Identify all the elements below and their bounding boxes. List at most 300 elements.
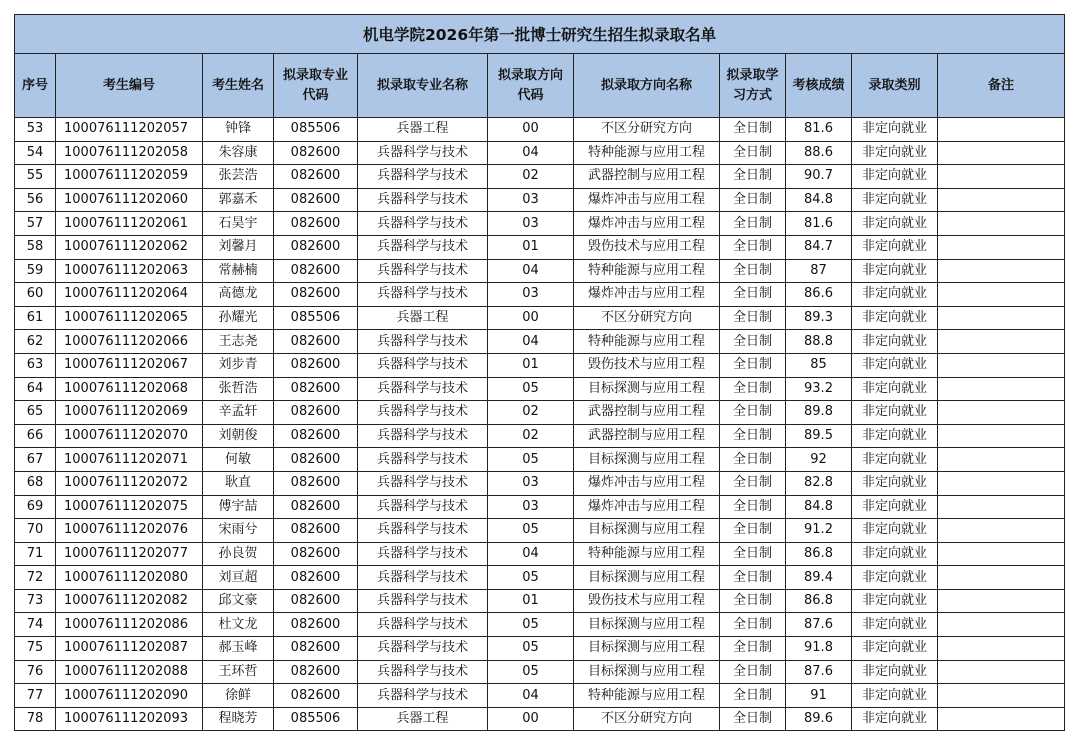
admission-table [14, 14, 1065, 731]
table-row [15, 707, 1065, 731]
admission-type-cell: 非定向就业 [852, 684, 938, 708]
candidate-name-cell: 高德龙 [203, 283, 274, 307]
study-mode-cell: 全日制 [720, 589, 786, 613]
index-cell: 74 [15, 613, 56, 637]
candidate-name-cell: 孙耀光 [203, 306, 274, 330]
major-name-cell: 兵器科学与技术 [358, 613, 488, 637]
study-mode-cell: 全日制 [720, 235, 786, 259]
admission-type-cell: 非定向就业 [852, 165, 938, 189]
table-row [15, 613, 1065, 637]
remarks-cell [938, 471, 1065, 495]
major-code-cell: 082600 [274, 377, 358, 401]
col-score-header: 考核成绩 [786, 54, 852, 118]
candidate-id-cell: 100076111202061 [56, 212, 203, 236]
index-cell: 61 [15, 306, 56, 330]
remarks-cell [938, 707, 1065, 731]
study-mode-cell: 全日制 [720, 212, 786, 236]
admission-type-cell: 非定向就业 [852, 637, 938, 661]
study-mode-cell: 全日制 [720, 471, 786, 495]
major-code-cell: 082600 [274, 542, 358, 566]
admission-type-cell: 非定向就业 [852, 471, 938, 495]
admission-type-cell: 非定向就业 [852, 306, 938, 330]
major-name-cell: 兵器科学与技术 [358, 259, 488, 283]
major-name-cell: 兵器科学与技术 [358, 353, 488, 377]
admission-type-cell: 非定向就业 [852, 401, 938, 425]
direction-code-cell: 05 [488, 519, 574, 543]
index-cell: 65 [15, 401, 56, 425]
table-row [15, 212, 1065, 236]
major-code-cell: 082600 [274, 188, 358, 212]
candidate-id-cell: 100076111202087 [56, 637, 203, 661]
score-cell: 84.8 [786, 495, 852, 519]
index-cell: 55 [15, 165, 56, 189]
major-code-cell: 082600 [274, 212, 358, 236]
score-cell: 82.8 [786, 471, 852, 495]
candidate-name-cell: 刘朝俊 [203, 424, 274, 448]
direction-code-cell: 00 [488, 118, 574, 142]
major-code-cell: 082600 [274, 235, 358, 259]
direction-name-cell: 目标探测与应用工程 [574, 566, 720, 590]
col-direction-name-header: 拟录取方向名称 [574, 54, 720, 118]
direction-code-cell: 01 [488, 589, 574, 613]
candidate-name-cell: 石昊宇 [203, 212, 274, 236]
major-code-cell: 082600 [274, 637, 358, 661]
score-cell: 89.4 [786, 566, 852, 590]
direction-code-cell: 01 [488, 353, 574, 377]
candidate-id-cell: 100076111202077 [56, 542, 203, 566]
major-code-cell: 082600 [274, 330, 358, 354]
remarks-cell [938, 589, 1065, 613]
table-title: 机电学院2026年第一批博士研究生招生拟录取名单 [15, 15, 1065, 54]
major-name-cell: 兵器科学与技术 [358, 660, 488, 684]
direction-code-cell: 03 [488, 283, 574, 307]
direction-name-cell: 爆炸冲击与应用工程 [574, 471, 720, 495]
score-cell: 92 [786, 448, 852, 472]
col-index-header: 序号 [15, 54, 56, 118]
candidate-name-cell: 王环哲 [203, 660, 274, 684]
table-row [15, 424, 1065, 448]
major-name-cell: 兵器科学与技术 [358, 684, 488, 708]
major-name-cell: 兵器科学与技术 [358, 566, 488, 590]
table-row [15, 377, 1065, 401]
score-cell: 93.2 [786, 377, 852, 401]
candidate-name-cell: 耿直 [203, 471, 274, 495]
candidate-name-cell: 傅宇喆 [203, 495, 274, 519]
major-code-cell: 082600 [274, 424, 358, 448]
index-cell: 68 [15, 471, 56, 495]
major-name-cell: 兵器科学与技术 [358, 448, 488, 472]
index-cell: 71 [15, 542, 56, 566]
major-code-cell: 082600 [274, 613, 358, 637]
admission-type-cell: 非定向就业 [852, 566, 938, 590]
index-cell: 73 [15, 589, 56, 613]
score-cell: 84.8 [786, 188, 852, 212]
candidate-name-cell: 张芸浩 [203, 165, 274, 189]
major-name-cell: 兵器工程 [358, 707, 488, 731]
major-name-cell: 兵器科学与技术 [358, 519, 488, 543]
candidate-name-cell: 何敏 [203, 448, 274, 472]
major-name-cell: 兵器科学与技术 [358, 495, 488, 519]
study-mode-cell: 全日制 [720, 566, 786, 590]
candidate-id-cell: 100076111202082 [56, 589, 203, 613]
admission-type-cell: 非定向就业 [852, 660, 938, 684]
table-row [15, 519, 1065, 543]
direction-name-cell: 不区分研究方向 [574, 118, 720, 142]
index-cell: 75 [15, 637, 56, 661]
major-code-cell: 082600 [274, 566, 358, 590]
direction-code-cell: 02 [488, 165, 574, 189]
direction-code-cell: 03 [488, 188, 574, 212]
candidate-name-cell: 刘亘超 [203, 566, 274, 590]
major-code-cell: 082600 [274, 495, 358, 519]
remarks-cell [938, 165, 1065, 189]
col-candidate-id-header: 考生编号 [56, 54, 203, 118]
candidate-name-cell: 程晓芳 [203, 707, 274, 731]
remarks-cell [938, 684, 1065, 708]
score-cell: 81.6 [786, 118, 852, 142]
direction-name-cell: 目标探测与应用工程 [574, 637, 720, 661]
candidate-id-cell: 100076111202072 [56, 471, 203, 495]
score-cell: 89.3 [786, 306, 852, 330]
index-cell: 69 [15, 495, 56, 519]
remarks-cell [938, 377, 1065, 401]
index-cell: 72 [15, 566, 56, 590]
score-cell: 87.6 [786, 660, 852, 684]
major-name-cell: 兵器科学与技术 [358, 165, 488, 189]
admission-type-cell: 非定向就业 [852, 141, 938, 165]
table-row [15, 589, 1065, 613]
major-name-cell: 兵器工程 [358, 118, 488, 142]
remarks-cell [938, 306, 1065, 330]
admission-type-cell: 非定向就业 [852, 212, 938, 236]
major-name-cell: 兵器科学与技术 [358, 235, 488, 259]
candidate-id-cell: 100076111202075 [56, 495, 203, 519]
admission-type-cell: 非定向就业 [852, 259, 938, 283]
candidate-id-cell: 100076111202062 [56, 235, 203, 259]
study-mode-cell: 全日制 [720, 424, 786, 448]
study-mode-cell: 全日制 [720, 660, 786, 684]
major-name-cell: 兵器科学与技术 [358, 377, 488, 401]
study-mode-cell: 全日制 [720, 495, 786, 519]
direction-code-cell: 00 [488, 306, 574, 330]
direction-code-cell: 04 [488, 330, 574, 354]
index-cell: 67 [15, 448, 56, 472]
candidate-id-cell: 100076111202063 [56, 259, 203, 283]
candidate-name-cell: 钟锋 [203, 118, 274, 142]
admission-type-cell: 非定向就业 [852, 495, 938, 519]
index-cell: 56 [15, 188, 56, 212]
score-cell: 89.5 [786, 424, 852, 448]
index-cell: 62 [15, 330, 56, 354]
direction-name-cell: 不区分研究方向 [574, 306, 720, 330]
remarks-cell [938, 613, 1065, 637]
remarks-cell [938, 235, 1065, 259]
score-cell: 86.8 [786, 589, 852, 613]
score-cell: 91.8 [786, 637, 852, 661]
table-row [15, 401, 1065, 425]
candidate-id-cell: 100076111202066 [56, 330, 203, 354]
direction-name-cell: 特种能源与应用工程 [574, 259, 720, 283]
admission-type-cell: 非定向就业 [852, 235, 938, 259]
direction-code-cell: 05 [488, 448, 574, 472]
table-row [15, 259, 1065, 283]
major-name-cell: 兵器科学与技术 [358, 141, 488, 165]
candidate-id-cell: 100076111202088 [56, 660, 203, 684]
remarks-cell [938, 330, 1065, 354]
candidate-id-cell: 100076111202080 [56, 566, 203, 590]
study-mode-cell: 全日制 [720, 684, 786, 708]
admission-type-cell: 非定向就业 [852, 283, 938, 307]
direction-name-cell: 特种能源与应用工程 [574, 542, 720, 566]
remarks-cell [938, 566, 1065, 590]
direction-code-cell: 04 [488, 259, 574, 283]
study-mode-cell: 全日制 [720, 259, 786, 283]
score-cell: 87 [786, 259, 852, 283]
direction-name-cell: 不区分研究方向 [574, 707, 720, 731]
admission-type-cell: 非定向就业 [852, 542, 938, 566]
candidate-id-cell: 100076111202069 [56, 401, 203, 425]
remarks-cell [938, 495, 1065, 519]
table-row [15, 141, 1065, 165]
direction-name-cell: 目标探测与应用工程 [574, 613, 720, 637]
major-code-cell: 082600 [274, 353, 358, 377]
major-code-cell: 082600 [274, 141, 358, 165]
study-mode-cell: 全日制 [720, 353, 786, 377]
direction-code-cell: 05 [488, 566, 574, 590]
score-cell: 89.8 [786, 401, 852, 425]
col-remarks-header: 备注 [938, 54, 1065, 118]
study-mode-cell: 全日制 [720, 306, 786, 330]
table-row [15, 660, 1065, 684]
candidate-id-cell: 100076111202059 [56, 165, 203, 189]
major-code-cell: 082600 [274, 448, 358, 472]
study-mode-cell: 全日制 [720, 542, 786, 566]
candidate-id-cell: 100076111202065 [56, 306, 203, 330]
direction-name-cell: 特种能源与应用工程 [574, 141, 720, 165]
index-cell: 78 [15, 707, 56, 731]
direction-code-cell: 00 [488, 707, 574, 731]
col-major-name-header: 拟录取专业名称 [358, 54, 488, 118]
index-cell: 54 [15, 141, 56, 165]
score-cell: 81.6 [786, 212, 852, 236]
admission-type-cell: 非定向就业 [852, 519, 938, 543]
admission-type-cell: 非定向就业 [852, 353, 938, 377]
direction-name-cell: 特种能源与应用工程 [574, 684, 720, 708]
remarks-cell [938, 141, 1065, 165]
study-mode-cell: 全日制 [720, 283, 786, 307]
table-row [15, 118, 1065, 142]
remarks-cell [938, 519, 1065, 543]
admission-type-cell: 非定向就业 [852, 377, 938, 401]
score-cell: 86.8 [786, 542, 852, 566]
major-code-cell: 082600 [274, 283, 358, 307]
direction-name-cell: 目标探测与应用工程 [574, 377, 720, 401]
score-cell: 87.6 [786, 613, 852, 637]
major-code-cell: 082600 [274, 519, 358, 543]
admission-list [14, 14, 1065, 731]
major-name-cell: 兵器科学与技术 [358, 542, 488, 566]
remarks-cell [938, 283, 1065, 307]
study-mode-cell: 全日制 [720, 637, 786, 661]
col-candidate-name-header: 考生姓名 [203, 54, 274, 118]
major-code-cell: 082600 [274, 684, 358, 708]
index-cell: 77 [15, 684, 56, 708]
score-cell: 91 [786, 684, 852, 708]
admission-type-cell: 非定向就业 [852, 424, 938, 448]
score-cell: 84.7 [786, 235, 852, 259]
table-row [15, 353, 1065, 377]
direction-code-cell: 03 [488, 212, 574, 236]
table-row [15, 330, 1065, 354]
col-direction-code-header: 拟录取方向 代码 [488, 54, 574, 118]
candidate-id-cell: 100076111202071 [56, 448, 203, 472]
direction-code-cell: 05 [488, 613, 574, 637]
admission-type-cell: 非定向就业 [852, 188, 938, 212]
direction-name-cell: 特种能源与应用工程 [574, 330, 720, 354]
direction-code-cell: 04 [488, 684, 574, 708]
col-study-mode-header: 拟录取学 习方式 [720, 54, 786, 118]
direction-code-cell: 03 [488, 471, 574, 495]
major-code-cell: 082600 [274, 401, 358, 425]
major-code-cell: 085506 [274, 118, 358, 142]
major-name-cell: 兵器科学与技术 [358, 212, 488, 236]
candidate-id-cell: 100076111202064 [56, 283, 203, 307]
major-name-cell: 兵器科学与技术 [358, 330, 488, 354]
study-mode-cell: 全日制 [720, 118, 786, 142]
direction-code-cell: 03 [488, 495, 574, 519]
major-name-cell: 兵器科学与技术 [358, 188, 488, 212]
candidate-id-cell: 100076111202068 [56, 377, 203, 401]
study-mode-cell: 全日制 [720, 377, 786, 401]
table-row [15, 471, 1065, 495]
candidate-name-cell: 宋雨兮 [203, 519, 274, 543]
remarks-cell [938, 188, 1065, 212]
table-row [15, 495, 1065, 519]
direction-name-cell: 爆炸冲击与应用工程 [574, 495, 720, 519]
table-row [15, 165, 1065, 189]
candidate-id-cell: 100076111202067 [56, 353, 203, 377]
admission-type-cell: 非定向就业 [852, 118, 938, 142]
direction-name-cell: 爆炸冲击与应用工程 [574, 188, 720, 212]
admission-type-cell: 非定向就业 [852, 589, 938, 613]
remarks-cell [938, 448, 1065, 472]
candidate-id-cell: 100076111202057 [56, 118, 203, 142]
remarks-cell [938, 212, 1065, 236]
candidate-id-cell: 100076111202058 [56, 141, 203, 165]
table-row [15, 684, 1065, 708]
candidate-name-cell: 杜文龙 [203, 613, 274, 637]
remarks-cell [938, 401, 1065, 425]
score-cell: 86.6 [786, 283, 852, 307]
direction-name-cell: 目标探测与应用工程 [574, 519, 720, 543]
admission-type-cell: 非定向就业 [852, 707, 938, 731]
table-row [15, 235, 1065, 259]
direction-code-cell: 02 [488, 424, 574, 448]
remarks-cell [938, 660, 1065, 684]
direction-name-cell: 毁伤技术与应用工程 [574, 589, 720, 613]
candidate-name-cell: 朱容康 [203, 141, 274, 165]
admission-type-cell: 非定向就业 [852, 330, 938, 354]
score-cell: 88.8 [786, 330, 852, 354]
direction-name-cell: 武器控制与应用工程 [574, 401, 720, 425]
candidate-name-cell: 郝玉峰 [203, 637, 274, 661]
direction-code-cell: 05 [488, 377, 574, 401]
candidate-id-cell: 100076111202070 [56, 424, 203, 448]
table-body [15, 118, 1065, 731]
table-row [15, 637, 1065, 661]
index-cell: 58 [15, 235, 56, 259]
candidate-id-cell: 100076111202076 [56, 519, 203, 543]
index-cell: 76 [15, 660, 56, 684]
candidate-id-cell: 100076111202060 [56, 188, 203, 212]
direction-name-cell: 武器控制与应用工程 [574, 165, 720, 189]
candidate-name-cell: 郭嘉禾 [203, 188, 274, 212]
admission-type-cell: 非定向就业 [852, 613, 938, 637]
remarks-cell [938, 637, 1065, 661]
col-admission-type-header: 录取类别 [852, 54, 938, 118]
remarks-cell [938, 259, 1065, 283]
candidate-name-cell: 王志尧 [203, 330, 274, 354]
direction-name-cell: 毁伤技术与应用工程 [574, 235, 720, 259]
major-code-cell: 085506 [274, 306, 358, 330]
candidate-id-cell: 100076111202086 [56, 613, 203, 637]
index-cell: 57 [15, 212, 56, 236]
study-mode-cell: 全日制 [720, 165, 786, 189]
study-mode-cell: 全日制 [720, 330, 786, 354]
major-code-cell: 085506 [274, 707, 358, 731]
score-cell: 88.6 [786, 141, 852, 165]
candidate-id-cell: 100076111202093 [56, 707, 203, 731]
direction-name-cell: 爆炸冲击与应用工程 [574, 212, 720, 236]
major-code-cell: 082600 [274, 660, 358, 684]
study-mode-cell: 全日制 [720, 448, 786, 472]
candidate-name-cell: 孙良贺 [203, 542, 274, 566]
direction-name-cell: 目标探测与应用工程 [574, 660, 720, 684]
header-row [15, 54, 1065, 118]
direction-name-cell: 毁伤技术与应用工程 [574, 353, 720, 377]
major-name-cell: 兵器科学与技术 [358, 401, 488, 425]
candidate-name-cell: 刘馨月 [203, 235, 274, 259]
table-row [15, 283, 1065, 307]
index-cell: 63 [15, 353, 56, 377]
table-row [15, 448, 1065, 472]
study-mode-cell: 全日制 [720, 613, 786, 637]
study-mode-cell: 全日制 [720, 141, 786, 165]
direction-name-cell: 武器控制与应用工程 [574, 424, 720, 448]
table-row [15, 542, 1065, 566]
major-code-cell: 082600 [274, 471, 358, 495]
direction-code-cell: 02 [488, 401, 574, 425]
major-name-cell: 兵器科学与技术 [358, 283, 488, 307]
candidate-id-cell: 100076111202090 [56, 684, 203, 708]
score-cell: 89.6 [786, 707, 852, 731]
candidate-name-cell: 张哲浩 [203, 377, 274, 401]
candidate-name-cell: 辛孟轩 [203, 401, 274, 425]
direction-code-cell: 04 [488, 141, 574, 165]
major-code-cell: 082600 [274, 589, 358, 613]
index-cell: 64 [15, 377, 56, 401]
study-mode-cell: 全日制 [720, 519, 786, 543]
study-mode-cell: 全日制 [720, 188, 786, 212]
score-cell: 90.7 [786, 165, 852, 189]
remarks-cell [938, 118, 1065, 142]
index-cell: 53 [15, 118, 56, 142]
major-name-cell: 兵器科学与技术 [358, 589, 488, 613]
index-cell: 59 [15, 259, 56, 283]
candidate-name-cell: 徐鲜 [203, 684, 274, 708]
direction-code-cell: 05 [488, 637, 574, 661]
major-code-cell: 082600 [274, 165, 358, 189]
